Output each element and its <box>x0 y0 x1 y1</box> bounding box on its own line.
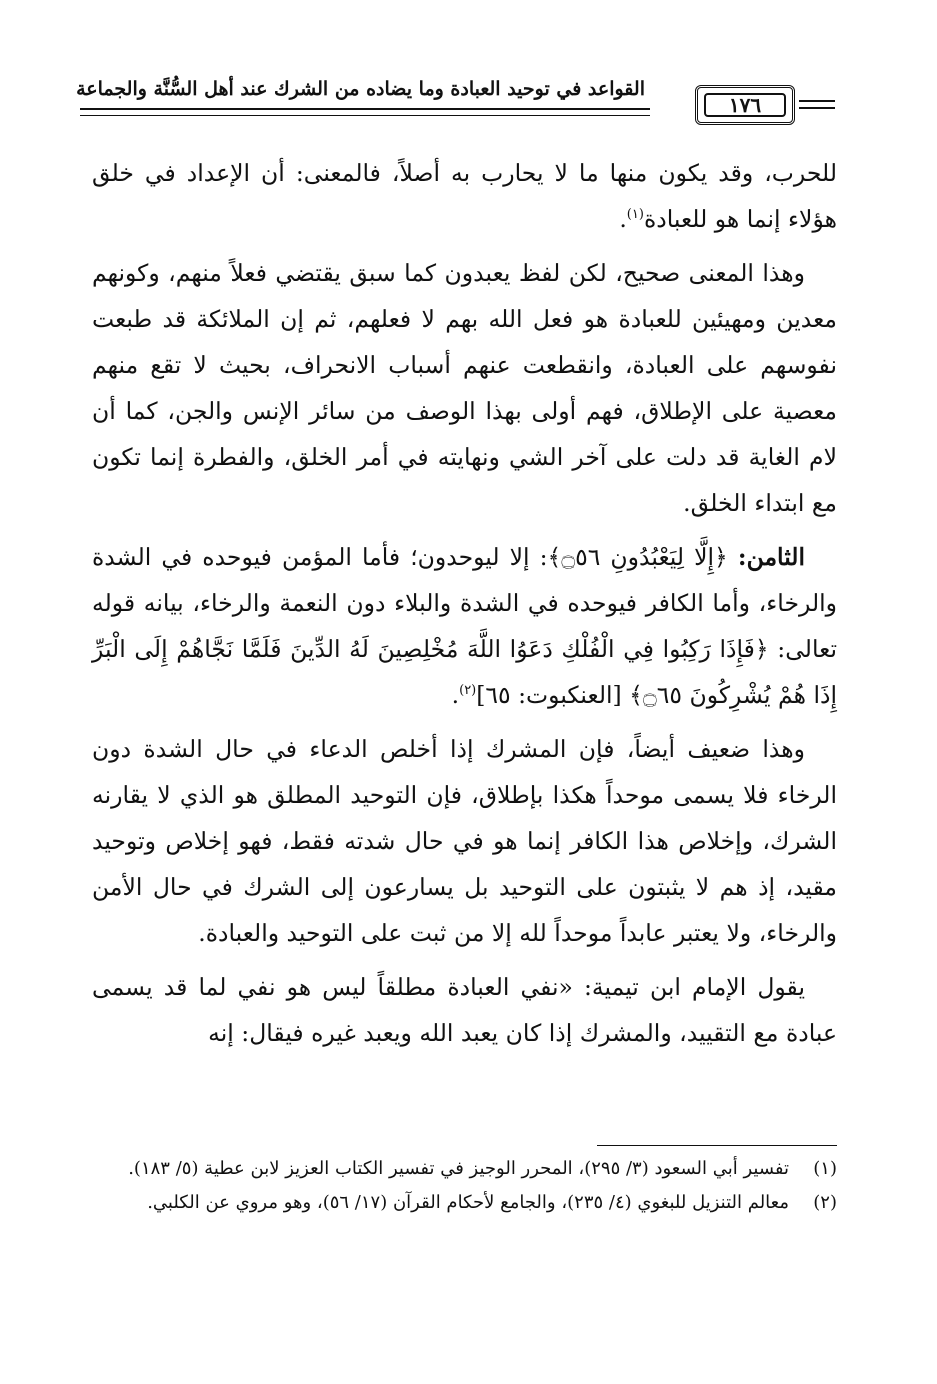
main-text <box>92 150 837 1064</box>
paragraph-text: للحرب، وقد يكون منها ما لا يحارب به أصلاً، فالمعنى: أن الإعداد في خلق هؤلاء إنما هو للعبادة <box>92 159 837 233</box>
footnote-separator <box>597 1145 837 1146</box>
footnote-ref: (١) <box>626 207 644 223</box>
footnotes <box>92 1155 837 1223</box>
header-rule-top <box>80 108 650 110</box>
paragraph: وهذا المعنى صحيح، لكن لفظ يعبدون كما سبق يقتضي فعلاً منهم، وكونهم معدين ومهيئين للعبادة هو فعل الله بهم لا فعلهم، ثم إن الملائكة قد طبعت نفوسهم على العبادة، وانقطعت عنهم أسباب الانحراف، بحيث لا تقع منهم معصية على الإطلاق، فهم أولى بهذا الوصف من سائر الإنس والجن، كما أن لام الغاية قد دلت على آخر الشي ونهايته في أمر الخلق، والفطرة إنما تكون مع ابتداء الخلق. <box>92 259 838 517</box>
footnote <box>92 1189 837 1217</box>
footnote-text: معالم التنزيل للبغوي (٤/ ٢٣٥)، والجامع لأحكام القرآن (١٧/ ٥٦)، وهو مروي عن الكلبي. <box>147 1192 789 1213</box>
paragraph <box>92 150 837 242</box>
footnote <box>92 1155 837 1183</box>
punctuation: . <box>619 205 627 233</box>
verse-citation: [العنكبوت: ٦٥] <box>476 681 622 709</box>
footnote-ref: (٢) <box>459 683 477 699</box>
header-rule-bottom <box>80 115 650 116</box>
quran-verse: ﴿إِلَّا لِيَعْبُدُونِ ۝٥٦﴾ <box>547 543 728 571</box>
paragraph: يقول الإمام ابن تيمية: «نفي العبادة مطلقاً ليس هو نفي لما قد يسمى عبادة مع التقييد، والمشرك إذا كان يعبد الله ويعبد غيره فيقال: إنه <box>92 973 837 1047</box>
footnote-text: تفسير أبي السعود (٣/ ٢٩٥)، المحرر الوجيز في تفسير الكتاب العزيز لابن عطية (٥/ ١٨٣). <box>128 1158 789 1179</box>
paragraph-text: : إلا ليوحدون؛ فأما المؤمن فيوحده في الشدة والرخاء، وأما الكافر فيوحده في الشدة والبلاء دون النعمة والرخاء، بيانه قوله تعالى: <box>92 543 837 663</box>
punctuation: . <box>451 681 460 709</box>
header-ornament-line <box>799 100 835 102</box>
footnote-number: (١) <box>813 1158 837 1179</box>
paragraph <box>92 534 837 718</box>
page-number: ١٧٦ <box>704 93 786 117</box>
page-number-box <box>695 85 795 125</box>
point-heading: الثامن: <box>737 543 805 571</box>
running-title: القواعد في توحيد العبادة وما يضاده من الشرك عند أهل السُّنَّة والجماعة <box>76 78 645 100</box>
paragraph: وهذا ضعيف أيضاً، فإن المشرك إذا أخلص الدعاء في حال الشدة دون الرخاء فلا يسمى موحداً هكذا بإطلاق، فإن التوحيد المطلق هو الذي لا يقارنه الشرك، وإخلاص هذا الكافر إنما هو في حال شدته فقط، فهو إخلاص وتوحيد مقيد، إذ هم لا يثبتون على التوحيد بل يسارعون إلى الشرك في حال الأمن والرخاء، ولا يعتبر عابداً موحداً لله إلا من ثبت على التوحيد والعبادة. <box>92 735 837 947</box>
header-ornament-line <box>799 107 835 109</box>
quran-verse: ﴿فَإِذَا رَكِبُوا فِي الْفُلْكِ دَعَوُا اللَّهَ مُخْلِصِينَ لَهُ الدِّينَ فَلَمَّا نَجَّاهُمْ إِلَى الْبَرِّ إِذَا هُمْ يُشْرِكُونَ ۝٦٥﴾ <box>92 635 837 709</box>
page-header <box>76 70 840 150</box>
footnote-number: (٢) <box>813 1192 837 1213</box>
